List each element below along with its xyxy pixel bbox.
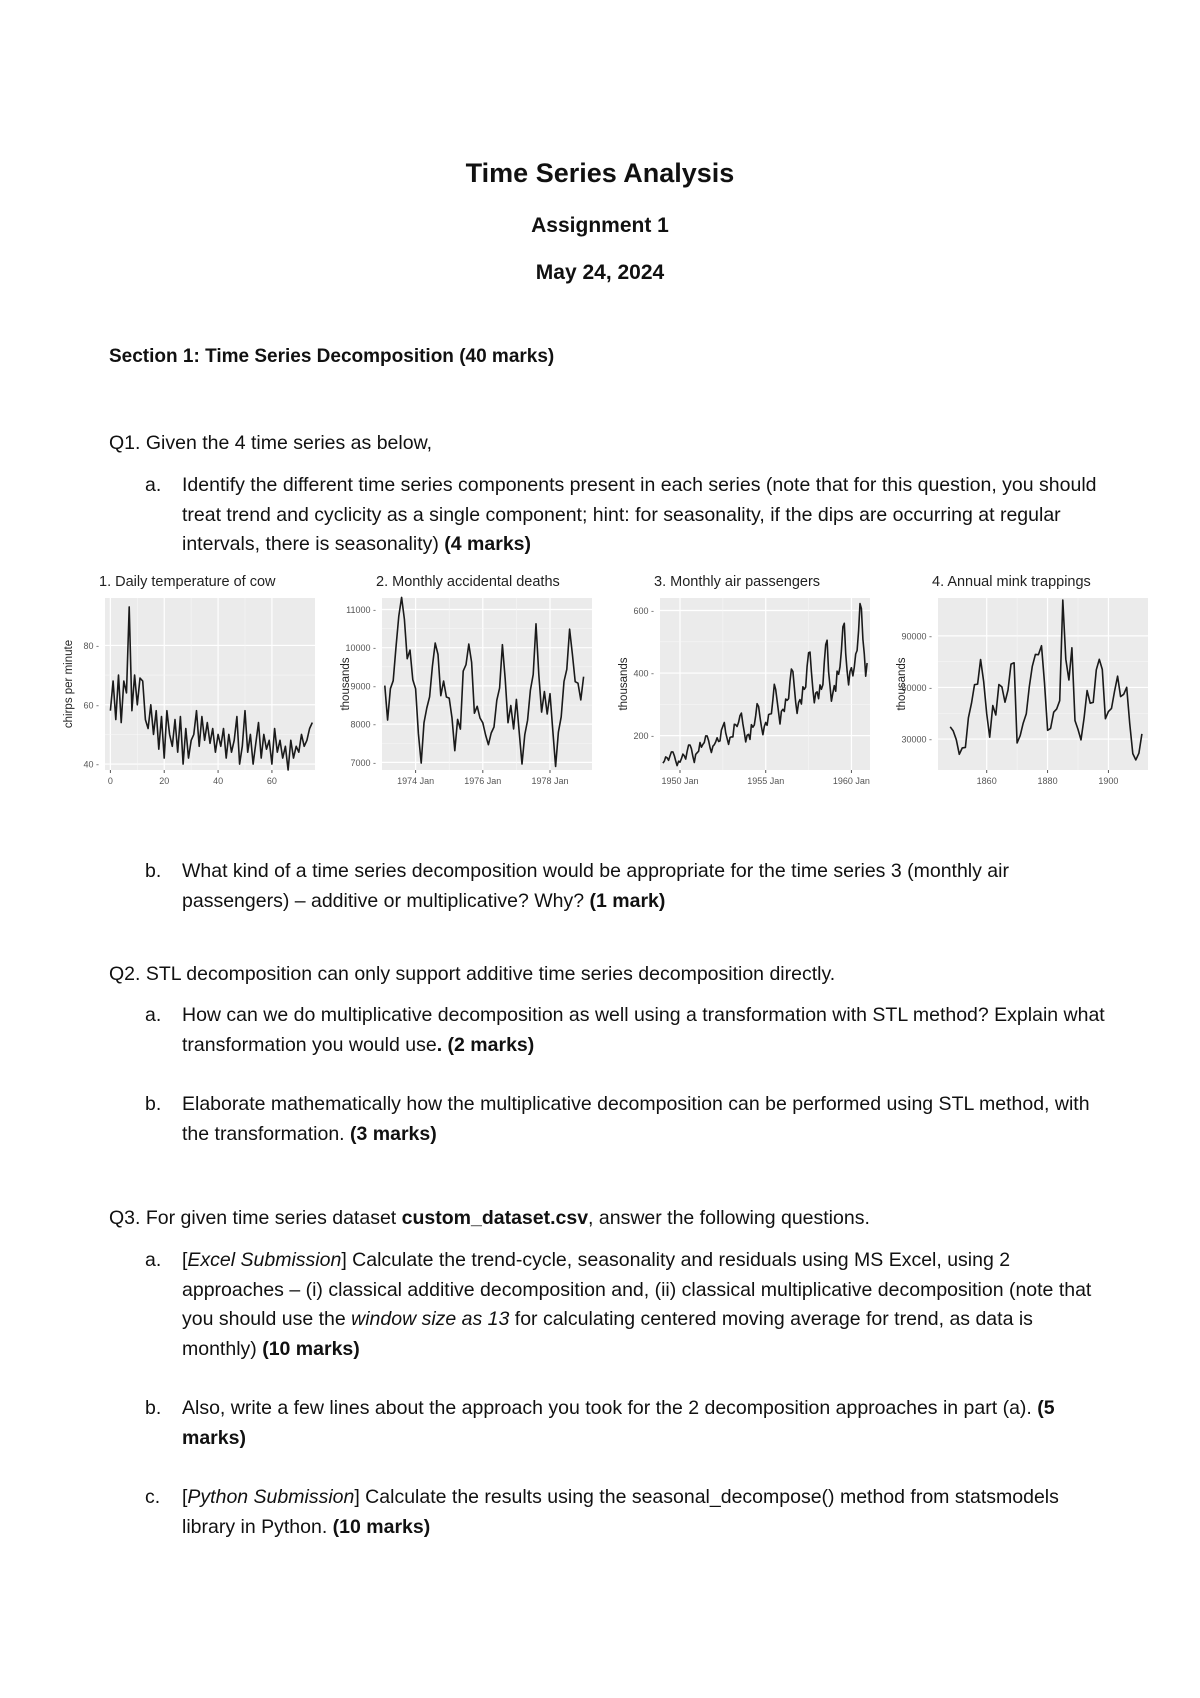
chart-4-title: 4. Annual mink trappings — [932, 574, 1091, 590]
chart-2-xtick-label: 1974 Jan — [397, 776, 435, 786]
chart-1-xtick-label: 0 — [107, 776, 113, 786]
chart-2-ylabel: thousands — [340, 657, 352, 711]
q3-file: custom_dataset.csv — [401, 1207, 589, 1229]
chart-3-xtick-label: 1960 Jan — [832, 776, 870, 786]
q1b-item — [145, 857, 1105, 916]
chart-4-xtick-label: 1880 — [1037, 776, 1058, 786]
q3a-italic: window size as 13 — [351, 1308, 510, 1330]
chart-3-panel — [660, 598, 870, 770]
q3-text — [109, 1204, 870, 1233]
chart-1-xtick-label: 60 — [266, 776, 277, 786]
q1b-marks: (1 mark) — [589, 889, 666, 912]
chart-1-ytick-label: 80 - — [83, 640, 99, 651]
q2a-item — [145, 1001, 1105, 1060]
q3a-item: a. [Excel Submission] Calculate the trend-cycle, seasonality and residuals using MS Excel, using 2 approaches – (i) classical additive decomposition and, (ii) classical multiplicative decomposition (note that you should use the window size as 13 for calculating centered moving average for trend, as data is monthly) (10 marks) — [145, 1246, 1105, 1364]
q3-pre: Q3. For given time series dataset — [109, 1207, 402, 1229]
q3c-text: Calculate the results using the seasonal_decompose() method from statsmodels library in Python. — [182, 1486, 1059, 1538]
q1-charts — [60, 568, 1150, 798]
q1a-text: Identify the different time series components present in each series (note that for this question, you should treat trend and cyclicity as a single component; hint: for seasonality, if the dips are occurring at regular intervals, there is seasonality) — [182, 474, 1097, 555]
chart-4-ytick-label: 90000 - — [901, 631, 932, 642]
chart-1-ytick-label: 40 - — [83, 759, 99, 770]
q2a-text: How can we do multiplicative decomposition as well using a transformation with STL method? Explain what transformation you would use — [182, 1004, 1105, 1056]
chart-4-ytick-label: 30000 - — [901, 734, 932, 745]
q1b-label: b. — [145, 860, 162, 882]
q1a-marks: (4 marks) — [444, 533, 532, 555]
q2a-marks: . (2 marks) — [436, 1033, 535, 1056]
q3b-text: Also, write a few lines about the approach you took for the 2 decomposition approaches in part (a). — [182, 1397, 1032, 1419]
chart-4-xtick-label: 1860 — [976, 776, 997, 786]
q2b-item — [145, 1090, 1105, 1149]
q3a-text2: for calculating centered moving average for trend, as data is monthly) — [182, 1308, 1033, 1360]
q1a-item — [145, 471, 1105, 560]
q3a-text1: Calculate the trend-cycle, seasonality and residuals using MS Excel, using 2 approaches – (i) classical additive decomposition and, (ii) classical multiplicative decomposition (note that you should use the — [182, 1249, 1092, 1330]
time-series-charts — [60, 568, 1150, 798]
chart-1-xtick-label: 20 — [159, 776, 170, 786]
chart-2-xtick-label: 1978 Jan — [531, 776, 569, 786]
q3-post: , answer the following questions. — [588, 1207, 870, 1229]
q3c-tag: Python Submission — [187, 1486, 355, 1508]
chart-1-ytick-label: 60 - — [83, 700, 99, 711]
q2a-label: a. — [145, 1004, 162, 1026]
chart-3-title: 3. Monthly air passengers — [654, 574, 821, 590]
chart-3-ytick-label: 400 - — [633, 668, 654, 679]
q2b-text: Elaborate mathematically how the multiplicative decomposition can be performed using STL method, with the transformation. — [182, 1093, 1090, 1145]
chart-1-ylabel: chirps per minute — [63, 639, 75, 729]
q3b-item — [145, 1394, 1105, 1453]
chart-1-panel — [105, 598, 315, 770]
section-1-heading: Section 1: Time Series Decomposition (40 marks) — [109, 346, 555, 367]
chart-4-ytick-label: 60000 - — [901, 682, 932, 693]
chart-3-ylabel: thousands — [618, 657, 630, 711]
chart-2-title: 2. Monthly accidental deaths — [376, 574, 560, 590]
q3c-item: c. [Python Submission] Calculate the results using the seasonal_decompose() method from statsmodels library in Python. (10 marks) — [145, 1483, 1105, 1542]
q3a-label: a. — [145, 1249, 162, 1271]
chart-4-xtick-label: 1900 — [1098, 776, 1119, 786]
q2b-label: b. — [145, 1093, 162, 1115]
chart-1-title: 1. Daily temperature of cow — [99, 574, 276, 590]
document-subtitle: Assignment 1 — [531, 214, 669, 237]
chart-2-ytick-label: 9000 - — [350, 681, 376, 692]
q1b-text: What kind of a time series decomposition would be appropriate for the time series 3 (monthly air passengers) – additive or multiplicative? Why? — [182, 860, 1009, 912]
q3a-tag: Excel Submission — [187, 1249, 342, 1271]
chart-4-ylabel: thousands — [896, 657, 908, 711]
q1a-label: a. — [145, 474, 162, 496]
document-title: Time Series Analysis — [465, 158, 735, 188]
chart-2-ytick-label: 8000 - — [350, 719, 376, 730]
chart-2-ytick-label: 11000 - — [346, 604, 376, 615]
q3c-label: c. — [145, 1486, 161, 1508]
chart-3-xtick-label: 1955 Jan — [747, 776, 785, 786]
chart-3-xtick-label: 1950 Jan — [661, 776, 699, 786]
q1-text: Q1. Given the 4 time series as below, — [109, 432, 432, 454]
q3a-marks: (10 marks) — [262, 1337, 360, 1360]
chart-3-ytick-label: 200 - — [633, 731, 654, 742]
chart-2-xtick-label: 1976 Jan — [464, 776, 502, 786]
q3c-marks: (10 marks) — [332, 1515, 431, 1538]
chart-2-ytick-label: 10000 - — [345, 643, 376, 654]
chart-3-ytick-label: 600 - — [633, 606, 654, 617]
q2-text: Q2. STL decomposition can only support additive time series decomposition directly. — [109, 963, 836, 985]
chart-1-xtick-label: 40 — [213, 776, 224, 786]
document-date: May 24, 2024 — [535, 261, 665, 284]
chart-2-ytick-label: 7000 - — [350, 757, 376, 768]
q2b-marks: (3 marks) — [350, 1122, 437, 1145]
q3b-label: b. — [145, 1397, 162, 1419]
q3b-marks: (5 marks) — [182, 1397, 1055, 1449]
